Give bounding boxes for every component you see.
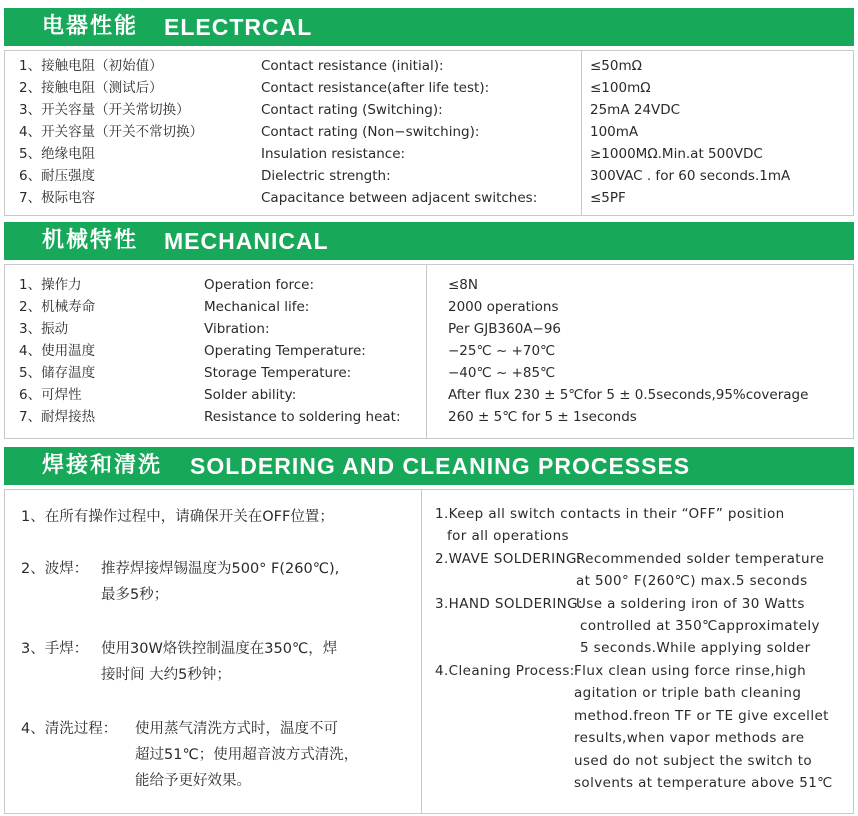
- spec-name-en: Contact rating (Non−switching):: [261, 124, 480, 140]
- spec-value: ≤100mΩ: [590, 80, 651, 96]
- spec-row: [5, 99, 853, 121]
- spec-value: ≤50mΩ: [590, 58, 642, 74]
- section-title-cn: 焊接和清洗: [42, 453, 163, 478]
- spec-row: [5, 187, 853, 209]
- spec-row: [5, 362, 853, 384]
- cn-item-3-line-2: 接时间 大约5秒钟；: [101, 667, 231, 683]
- section-title-en: SOLDERING AND CLEANING PROCESSES: [190, 453, 691, 479]
- cn-item-4-line-1: 使用蒸气清洗方式时，温度不可: [135, 721, 338, 737]
- en-item-4-line-4: results,when vapor methods are: [574, 730, 805, 746]
- en-item-3-line-3: 5 seconds.While applying solder: [580, 640, 811, 656]
- spec-row: [5, 406, 853, 428]
- en-item-4-line-2: agitation or triple bath cleaning: [574, 685, 802, 701]
- en-item-3-label: 3.HAND SOLDERING:: [435, 596, 583, 612]
- spec-value: After flux 230 ± 5℃for 5 ± 0.5seconds,95%coverage: [448, 387, 809, 403]
- en-item-4-line-6: solvents at temperature above 51℃: [574, 775, 833, 791]
- spec-name-cn: 1、操作力: [19, 277, 82, 293]
- spec-name-cn: 5、绝缘电阻: [19, 146, 96, 162]
- spec-name-en: Mechanical life:: [204, 299, 310, 315]
- spec-value: 25mA 24VDC: [590, 102, 681, 118]
- spec-value: ≤5PF: [590, 190, 626, 206]
- spec-row: [5, 55, 853, 77]
- spec-name-en: Contact rating (Switching):: [261, 102, 443, 118]
- spec-name-en: Operation force:: [204, 277, 315, 293]
- spec-name-cn: 2、机械寿命: [19, 299, 96, 315]
- section-header-soldering: [4, 447, 854, 485]
- spec-value: −40℃ ~ +85℃: [448, 365, 556, 381]
- spec-value: ≤8N: [448, 277, 478, 293]
- spec-row: [5, 77, 853, 99]
- spec-value: Per GJB360A−96: [448, 321, 562, 337]
- spec-name-en: Solder ability:: [204, 387, 297, 403]
- spec-row: [5, 143, 853, 165]
- spec-row: [5, 296, 853, 318]
- cn-item-4-line-2: 超过51℃；使用超音波方式清洗，: [135, 747, 359, 763]
- soldering-table: [4, 489, 854, 814]
- en-item-4-line-1: Flux clean using force rinse,high: [574, 663, 807, 679]
- cn-item-4-line-3: 能给予更好效果。: [135, 773, 251, 789]
- en-item-4-line-5: used do not subject the switch to: [574, 753, 813, 769]
- spec-name-cn: 6、可焊性: [19, 387, 82, 403]
- section-title-cn: 电器性能: [42, 14, 139, 39]
- spec-name-en: Resistance to soldering heat:: [204, 409, 401, 425]
- section-title-en: ELECTRCAL: [164, 14, 313, 40]
- cn-item-2-label: 2、波焊：: [21, 561, 89, 577]
- spec-name-en: Dielectric strength:: [261, 168, 391, 184]
- spec-name-en: Contact resistance (initial):: [261, 58, 444, 74]
- spec-name-en: Capacitance between adjacent switches:: [261, 190, 538, 206]
- spec-name-cn: 4、使用温度: [19, 343, 96, 359]
- spec-value: 2000 operations: [448, 299, 559, 315]
- section-title-cn: 机械特性: [42, 228, 139, 253]
- spec-value: 100mA: [590, 124, 639, 140]
- spec-name-en: Operating Temperature:: [204, 343, 366, 359]
- spec-row: [5, 340, 853, 362]
- section-title-en: MECHANICAL: [164, 228, 329, 254]
- spec-name-cn: 1、接触电阻（初始值）: [19, 58, 163, 74]
- en-item-2-label: 2.WAVE SOLDERING:: [435, 551, 582, 567]
- spec-name-en: Insulation resistance:: [261, 146, 406, 162]
- spec-name-en: Storage Temperature:: [204, 365, 352, 381]
- cn-item-4-label: 4、清洗过程：: [21, 721, 118, 737]
- en-item-3-line-1: Use a soldering iron of 30 Watts: [576, 596, 805, 612]
- en-item-2-line-1: Recommended solder temperature: [576, 551, 825, 567]
- en-item-2-line-2: at 500° F(260℃) max.5 seconds: [576, 573, 808, 589]
- spec-row: [5, 384, 853, 406]
- cn-item-1: 1、在所有操作过程中，请确保开关在OFF位置；: [21, 509, 334, 525]
- spec-name-cn: 3、开关容量（开关常切换）: [19, 102, 190, 118]
- column-divider: [421, 490, 422, 813]
- cn-item-3-label: 3、手焊：: [21, 641, 89, 657]
- section-header-mechanical: [4, 222, 854, 260]
- spec-value: −25℃ ~ +70℃: [448, 343, 556, 359]
- spec-name-cn: 6、耐压强度: [19, 168, 96, 184]
- spec-value: 260 ± 5℃ for 5 ± 1seconds: [448, 409, 637, 425]
- en-item-4-line-3: method.freon TF or TE give excellet: [574, 708, 829, 724]
- spec-row: [5, 318, 853, 340]
- spec-value: ≥1000MΩ.Min.at 500VDC: [590, 146, 763, 162]
- spec-name-cn: 4、开关容量（开关不常切换）: [19, 124, 204, 140]
- spec-row: [5, 165, 853, 187]
- spec-name-cn: 7、耐焊接热: [19, 409, 96, 425]
- spec-name-en: Vibration:: [204, 321, 270, 337]
- electrical-table: [4, 50, 854, 216]
- cn-item-2-line-1: 推荐焊接焊锡温度为500° F(260℃),: [101, 561, 340, 577]
- en-item-1-line-2: for all operations: [447, 528, 569, 544]
- spec-row: [5, 274, 853, 296]
- en-item-1-line-1: 1.Keep all switch contacts in their “OFF” position: [435, 506, 785, 522]
- en-item-3-line-2: controlled at 350℃approximately: [580, 618, 820, 634]
- spec-name-cn: 3、振动: [19, 321, 69, 337]
- spec-value: 300VAC . for 60 seconds.1mA: [590, 168, 791, 184]
- cn-item-3-line-1: 使用30W烙铁控制温度在350℃，焊: [101, 641, 338, 657]
- mechanical-table: [4, 264, 854, 439]
- section-header-electrical: [4, 8, 854, 46]
- spec-name-en: Contact resistance(after life test):: [261, 80, 490, 96]
- spec-name-cn: 5、储存温度: [19, 365, 96, 381]
- spec-name-cn: 2、接触电阻（测试后）: [19, 80, 163, 96]
- cn-item-2-line-2: 最多5秒；: [101, 587, 169, 603]
- spec-name-cn: 7、极际电容: [19, 190, 96, 206]
- en-item-4-label: 4.Cleaning Process:: [435, 663, 575, 679]
- spec-row: [5, 121, 853, 143]
